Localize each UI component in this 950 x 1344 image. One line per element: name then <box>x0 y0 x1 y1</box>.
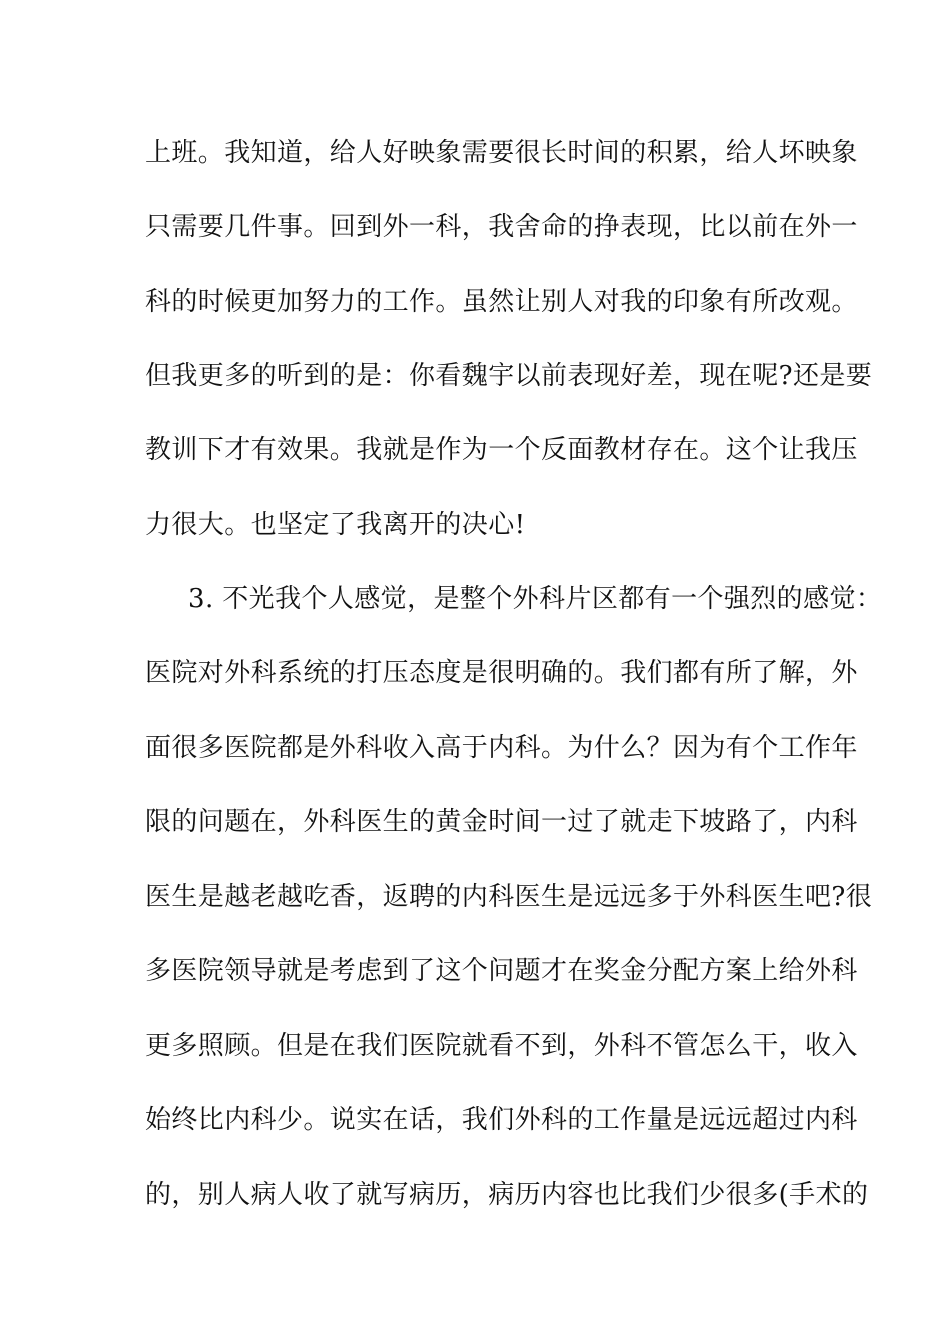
text-line: 只需要几件事。回到外一科，我舍命的挣表现，比以前在外一 <box>145 212 858 242</box>
text-line: 力很大。也坚定了我离开的决心! <box>145 510 526 540</box>
text-line: 更多照顾。但是在我们医院就看不到，外科不管怎么干，收入 <box>145 1031 858 1061</box>
text-line: 面很多医院都是外科收入高于内科。为什么？因为有个工作年 <box>145 733 858 763</box>
text-line: 始终比内科少。说实在话，我们外科的工作量是远远超过内科 <box>145 1105 858 1135</box>
text-line: 限的问题在，外科医生的黄金时间一过了就走下坡路了，内科 <box>145 807 858 837</box>
text-line: 医生是越老越吃香，返聘的内科医生是远远多于外科医生吧?很 <box>145 882 873 912</box>
text-line: 但我更多的听到的是：你看魏宇以前表现好差，现在呢?还是要 <box>145 361 873 391</box>
paragraph-start-line: 3. 不光我个人感觉，是整个外科片区都有一个强烈的感觉： <box>188 584 883 614</box>
text-line: 的，别人病人收了就写病历，病历内容也比我们少很多(手术的 <box>145 1180 869 1210</box>
text-line: 教训下才有效果。我就是作为一个反面教材存在。这个让我压 <box>145 435 858 465</box>
text-line: 上班。我知道，给人好映象需要很长时间的积累，给人坏映象 <box>145 138 858 168</box>
text-line: 多医院领导就是考虑到了这个问题才在奖金分配方案上给外科 <box>145 956 858 986</box>
text-line: 科的时候更加努力的工作。虽然让别人对我的印象有所改观。 <box>145 287 858 317</box>
text-line: 医院对外科系统的打压态度是很明确的。我们都有所了解，外 <box>145 658 858 688</box>
